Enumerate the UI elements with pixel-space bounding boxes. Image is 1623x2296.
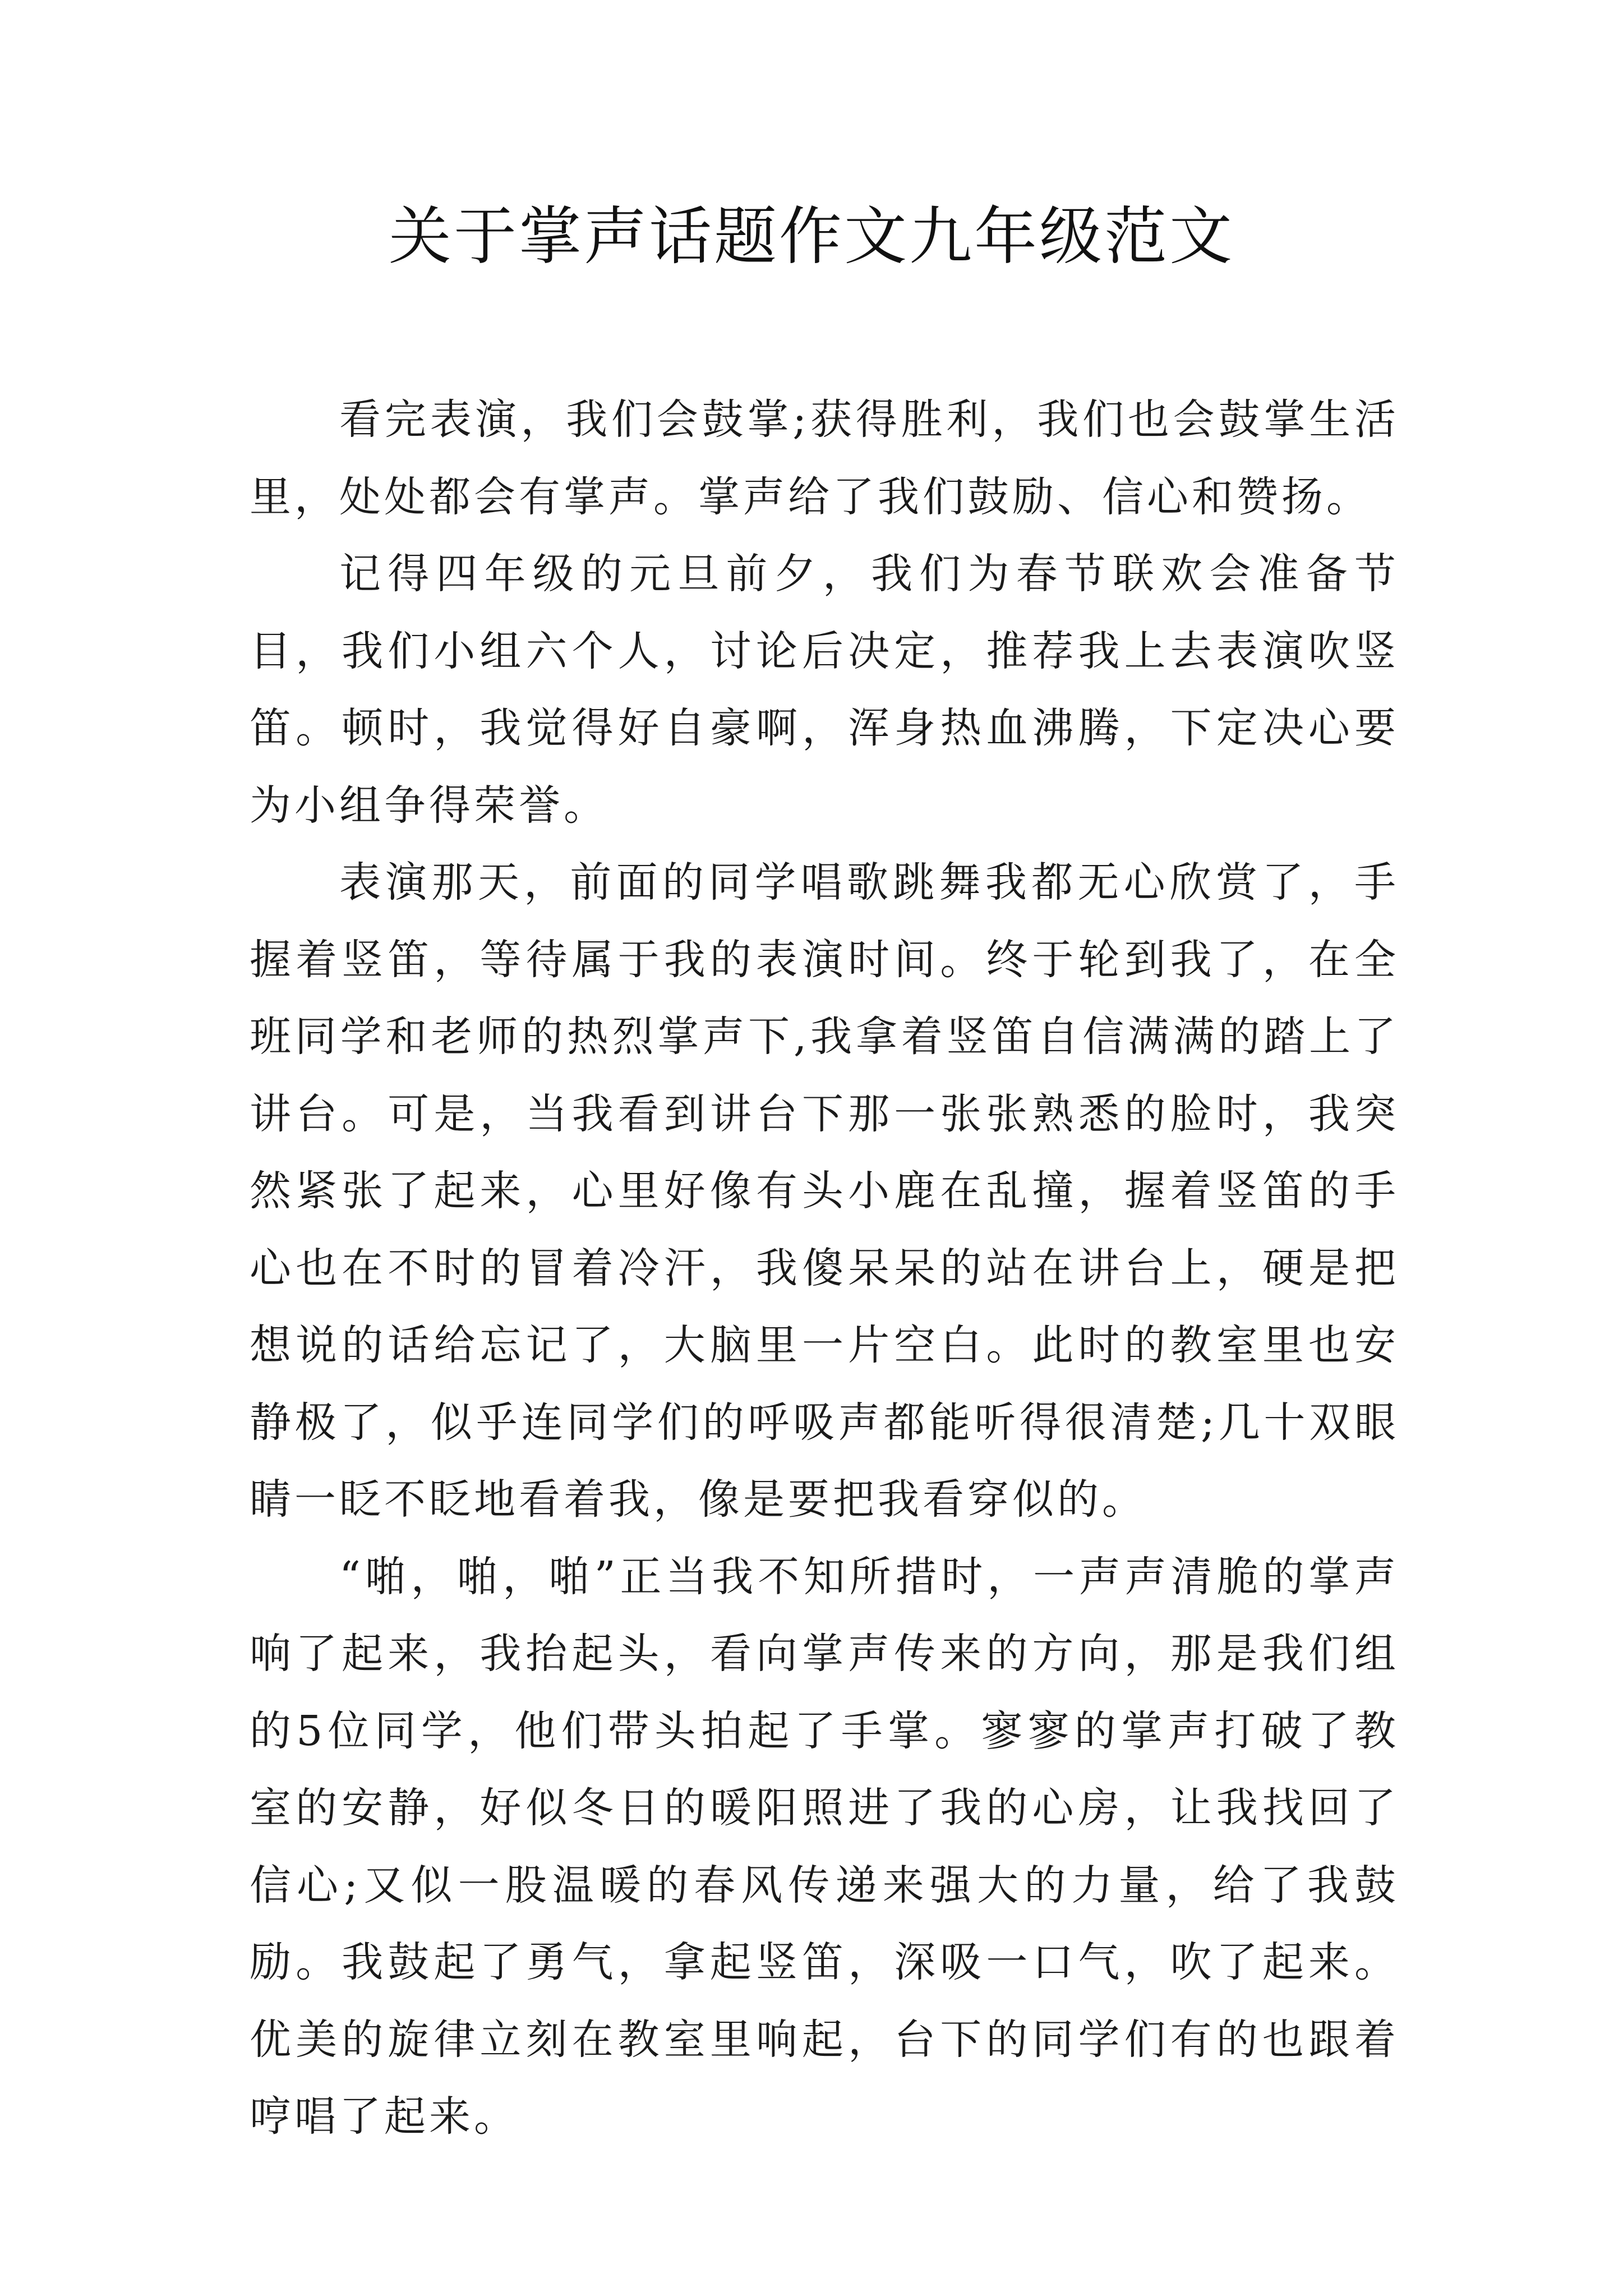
paragraph-3: 表演那天，前面的同学唱歌跳舞我都无心欣赏了，手握着竖笛，等待属于我的表演时间。终于轮到我了，在全班同学和老师的热烈掌声下,我拿着竖笛自信满满的踏上了讲台。可是，当我看到讲台下那一张张熟悉的脸时，我突然紧张了起来，心里好像有头小鹿在乱撞，握着竖笛的手心也在不时的冒着冷汗，我傻呆呆的站在讲台上，硬是把想说的话给忘记了，大脑里一片空白。此时的教室里也安静极了，似乎连同学们的呼吸声都能听得很清楚;几十双眼睛一眨不眨地看着我，像是要把我看穿似的。 [250,858,1399,1524]
paragraph-2: 记得四年级的元旦前夕，我们为春节联欢会准备节目，我们小组六个人，讨论后决定，推荐我上去表演吹竖笛。顿时，我觉得好自豪啊，浑身热血沸腾，下定决心要为小组争得荣誉。 [250,550,1399,830]
document-title: 关于掌声话题作文九年级范文 [389,200,1234,273]
document-body [250,381,1399,2156]
paragraph-4: “啪，啪，啪”正当我不知所措时，一声声清脆的掌声响了起来，我抬起头，看向掌声传来的方向，那是我们组的5位同学，他们带头拍起了手掌。寥寥的掌声打破了教室的安静，好似冬日的暖阳照进了我的心房，让我找回了信心;又似一股温暖的春风传递来强大的力量，给了我鼓励。我鼓起了勇气，拿起竖笛，深吸一口气，吹了起来。优美的旋律立刻在教室里响起，台下的同学们有的也跟着哼唱了起来。 [250,1552,1399,2141]
paragraph-1: 看完表演，我们会鼓掌;获得胜利，我们也会鼓掌生活里，处处都会有掌声。掌声给了我们鼓励、信心和赞扬。 [250,395,1399,521]
